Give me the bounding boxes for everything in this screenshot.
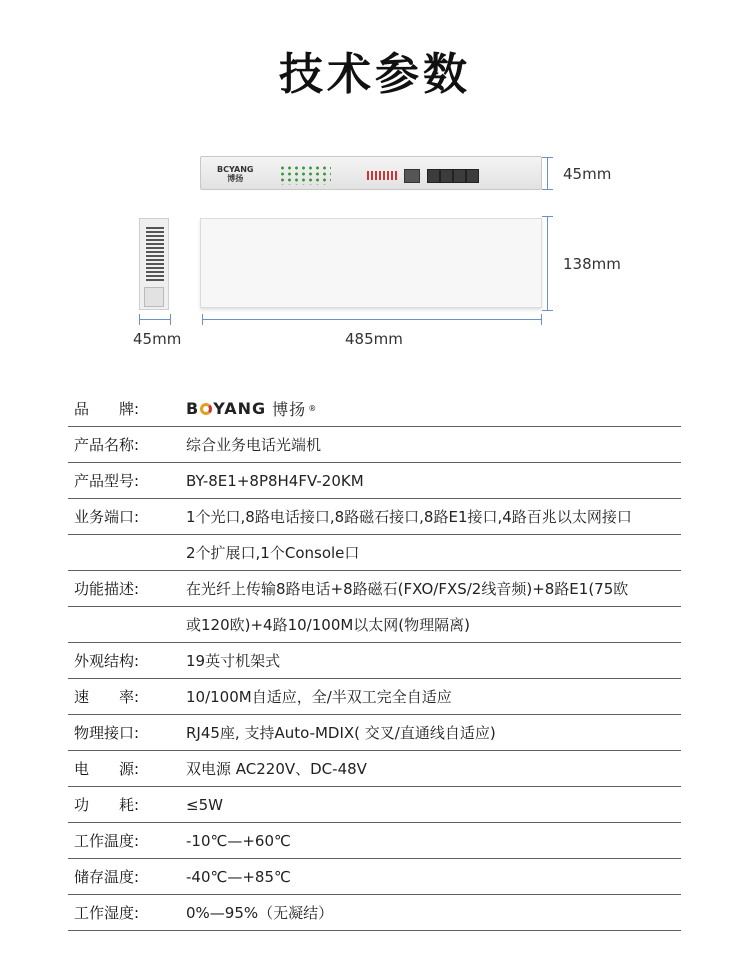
spec-value: 1个光口,8路电话接口,8路磁石接口,8路E1接口,4路百兆以太网接口	[186, 508, 632, 526]
brand-logo-prefix: B	[186, 399, 200, 418]
brand-logo-circle-icon	[200, 403, 212, 415]
device-side-view	[139, 218, 169, 310]
spec-row	[68, 499, 681, 535]
status-leds	[279, 165, 331, 185]
device-logo	[217, 165, 253, 183]
spec-row	[68, 535, 681, 571]
spec-label: 产品型号:	[74, 472, 140, 490]
spec-row	[68, 571, 681, 607]
spec-value: 2个扩展口,1个Console口	[186, 544, 360, 562]
spec-label: 外观结构:	[74, 652, 140, 670]
spec-label: 电 源:	[74, 760, 140, 778]
device-logo-en: BCYANG	[217, 165, 254, 174]
spec-row	[68, 823, 681, 859]
spec-value: 0%—95%（无凝结）	[186, 904, 334, 922]
dimension-line-side	[139, 319, 171, 320]
spec-row	[68, 787, 681, 823]
brand-logo-suffix: YANG	[213, 399, 267, 418]
dimension-tick	[542, 310, 553, 311]
spec-row-brand	[68, 391, 681, 427]
dimension-tick	[541, 314, 542, 325]
device-top-view	[200, 218, 542, 308]
dimension-line-width	[202, 319, 542, 320]
spec-row	[68, 895, 681, 931]
spec-row	[68, 859, 681, 895]
mounting-bracket	[144, 287, 164, 307]
dimension-label-width: 485mm	[345, 330, 403, 348]
spec-value: ≤5W	[186, 795, 223, 814]
spec-label: 功能描述:	[74, 580, 140, 598]
spec-value: 综合业务电话光端机	[186, 436, 322, 454]
spec-label: 储存温度:	[74, 868, 140, 886]
spec-value: 19英寸机架式	[186, 652, 281, 670]
spec-value: -10℃—+60℃	[186, 831, 291, 850]
spec-value: BY-8E1+8P8H4FV-20KM	[186, 471, 364, 490]
spec-value: 双电源 AC220V、DC-48V	[186, 760, 367, 778]
dimension-label-height: 45mm	[563, 165, 612, 183]
ethernet-port	[466, 169, 479, 183]
spec-label: 产品名称:	[74, 436, 140, 454]
ethernet-port	[427, 169, 440, 183]
device-logo-cn: 博扬	[227, 174, 244, 183]
spec-label: 业务端口:	[74, 508, 140, 526]
spec-label: 工作湿度:	[74, 904, 140, 922]
spec-row	[68, 643, 681, 679]
spec-row	[68, 607, 681, 643]
dimension-tick	[202, 314, 203, 325]
spec-table	[68, 391, 681, 931]
spec-row	[68, 715, 681, 751]
spec-label: 功 耗:	[74, 796, 140, 814]
spec-value: 在光纤上传输8路电话+8路磁石(FXO/FXS/2线音频)+8路E1(75欧	[186, 580, 629, 598]
spec-row	[68, 427, 681, 463]
spec-row	[68, 751, 681, 787]
dimension-tick	[139, 314, 140, 325]
dip-switch	[367, 171, 397, 180]
device-front-panel	[200, 156, 542, 190]
spec-row	[68, 463, 681, 499]
spec-label: 物理接口:	[74, 724, 140, 742]
spec-label: 品 牌:	[74, 400, 140, 418]
dimension-label-depth: 138mm	[563, 255, 621, 273]
dimension-line-depth	[547, 216, 548, 310]
vent-grille	[146, 227, 164, 283]
spec-value: 或120欧)+4路10/100M以太网(物理隔离)	[186, 616, 471, 634]
dimension-line-height	[547, 157, 548, 190]
console-port	[404, 169, 420, 183]
spec-label: 速 率:	[74, 688, 140, 706]
dimension-tick	[542, 216, 553, 217]
dimension-label-side: 45mm	[133, 330, 182, 348]
spec-value: RJ45座, 支持Auto-MDIX( 交叉/直通线自适应)	[186, 724, 496, 742]
brand-logo-cn: 博扬	[272, 400, 307, 419]
dimension-tick	[542, 189, 553, 190]
registered-mark: ®	[308, 404, 318, 413]
brand-logo	[186, 397, 317, 420]
spec-value: 10/100M自适应，全/半双工完全自适应	[186, 688, 452, 706]
dimension-tick	[542, 157, 553, 158]
spec-label: 工作温度:	[74, 832, 140, 850]
page-title: 技术参数	[279, 49, 471, 100]
spec-value: -40℃—+85℃	[186, 867, 291, 886]
ethernet-port	[453, 169, 466, 183]
spec-row	[68, 679, 681, 715]
ethernet-port	[440, 169, 453, 183]
dimension-tick	[170, 314, 171, 325]
